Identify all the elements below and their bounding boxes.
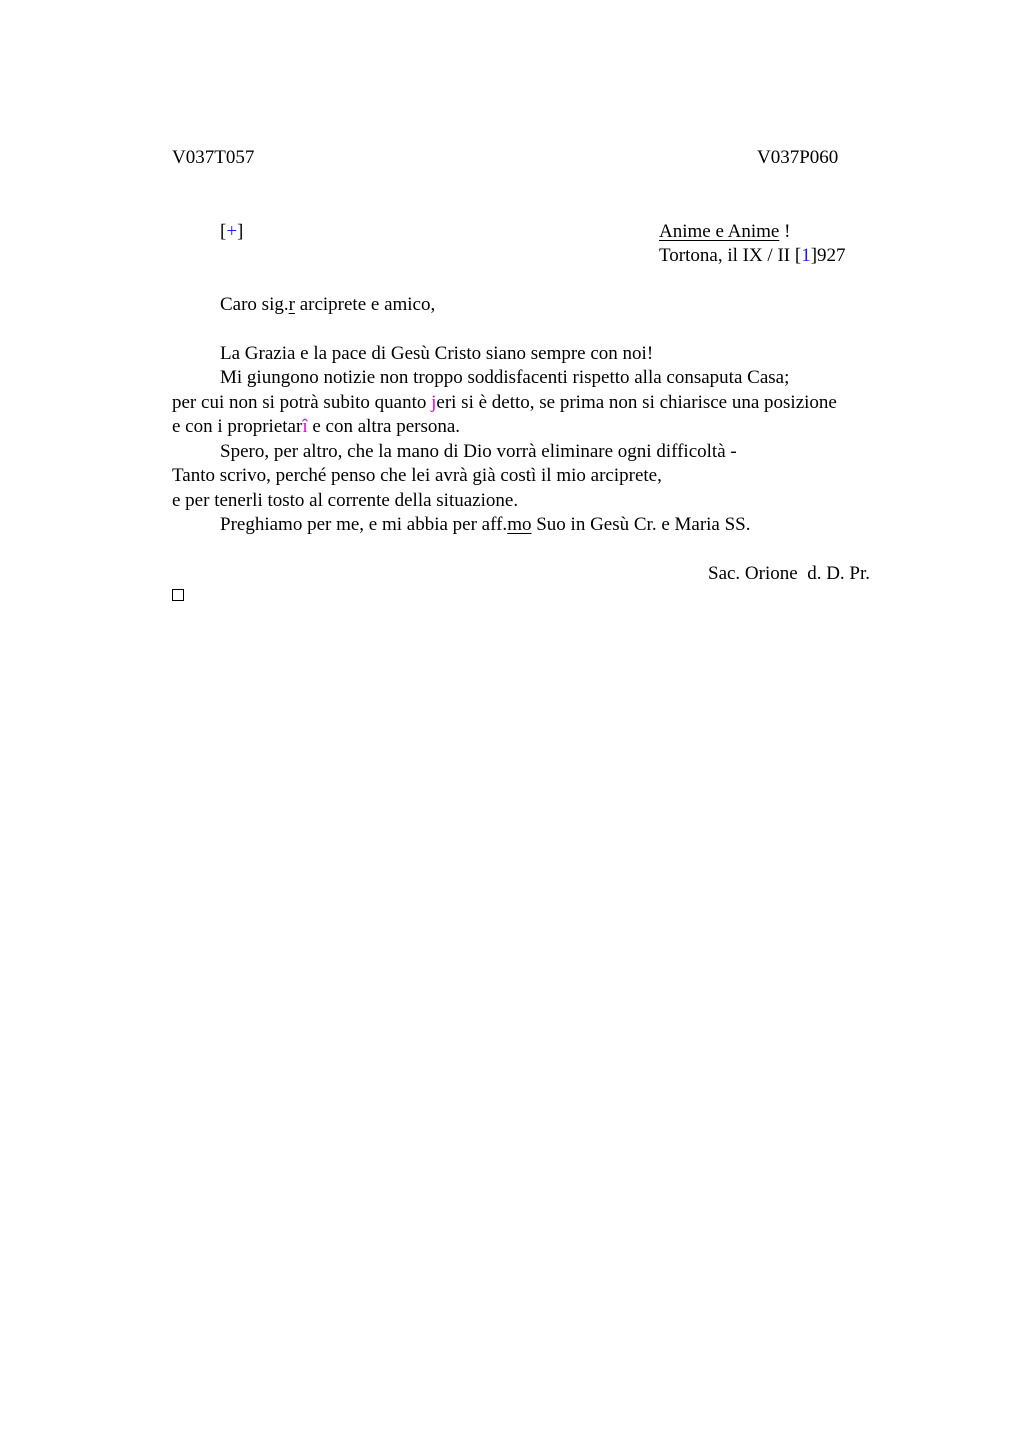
cross-bracket-close: ] <box>237 221 244 242</box>
salutation-prefix: Caro sig. <box>220 294 289 315</box>
cross-bracket-open: [ <box>220 221 227 242</box>
cross-symbol: + <box>226 221 238 242</box>
motto-suffix: ! <box>779 221 791 242</box>
document-code-left: V037T057 <box>172 147 255 168</box>
body-line-3 <box>172 391 837 415</box>
body-line-2: Mi giungono notizie non troppo soddisfacenti rispetto alla consaputa Casa; <box>220 367 790 388</box>
motto-text: Anime e Anime <box>659 221 780 242</box>
body-line-5: Spero, per altro, che la mano di Dio vorrà eliminare ogni difficoltà - <box>220 441 737 462</box>
body-line-8 <box>220 513 751 537</box>
salutation-suffix: arciprete e amico, <box>294 294 436 315</box>
checkbox-square-icon <box>172 589 184 601</box>
dateline-editorial-digit: 1 <box>801 245 811 266</box>
body-line-1: La Grazia e la pace di Gesù Cristo siano sempre con noi! <box>220 343 654 364</box>
body-line-3-variant: j <box>431 392 437 413</box>
dateline-prefix: Tortona, il IX / II [ <box>659 245 802 266</box>
signature: Sac. Orione d. D. Pr. <box>708 563 871 584</box>
dateline <box>659 244 846 268</box>
document-code-right: V037P060 <box>757 147 839 168</box>
body-line-4-variant: î <box>302 416 308 437</box>
body-line-6: Tanto scrivo, perché penso che lei avrà già costì il mio arciprete, <box>172 465 662 486</box>
body-line-8-prefix: Preghiamo per me, e mi abbia per aff. <box>220 514 508 535</box>
motto <box>659 220 790 244</box>
body-line-4 <box>172 415 460 439</box>
body-line-7: e per tenerli tosto al corrente della situazione. <box>172 490 519 511</box>
body-line-3-prefix: per cui non si potrà subito quanto <box>172 392 432 413</box>
body-line-4-suffix: e con altra persona. <box>307 416 461 437</box>
body-line-8-suffix: Suo in Gesù Cr. e Maria SS. <box>531 514 751 535</box>
cross-mark <box>220 220 243 244</box>
salutation <box>220 293 435 317</box>
body-line-8-abbrev: mo <box>507 514 532 535</box>
body-line-4-prefix: e con i proprietar <box>172 416 303 437</box>
dateline-suffix: ]927 <box>810 245 846 266</box>
salutation-abbrev: r <box>288 294 295 315</box>
body-line-3-suffix: eri si è detto, se prima non si chiarisce una posizione <box>436 392 837 413</box>
